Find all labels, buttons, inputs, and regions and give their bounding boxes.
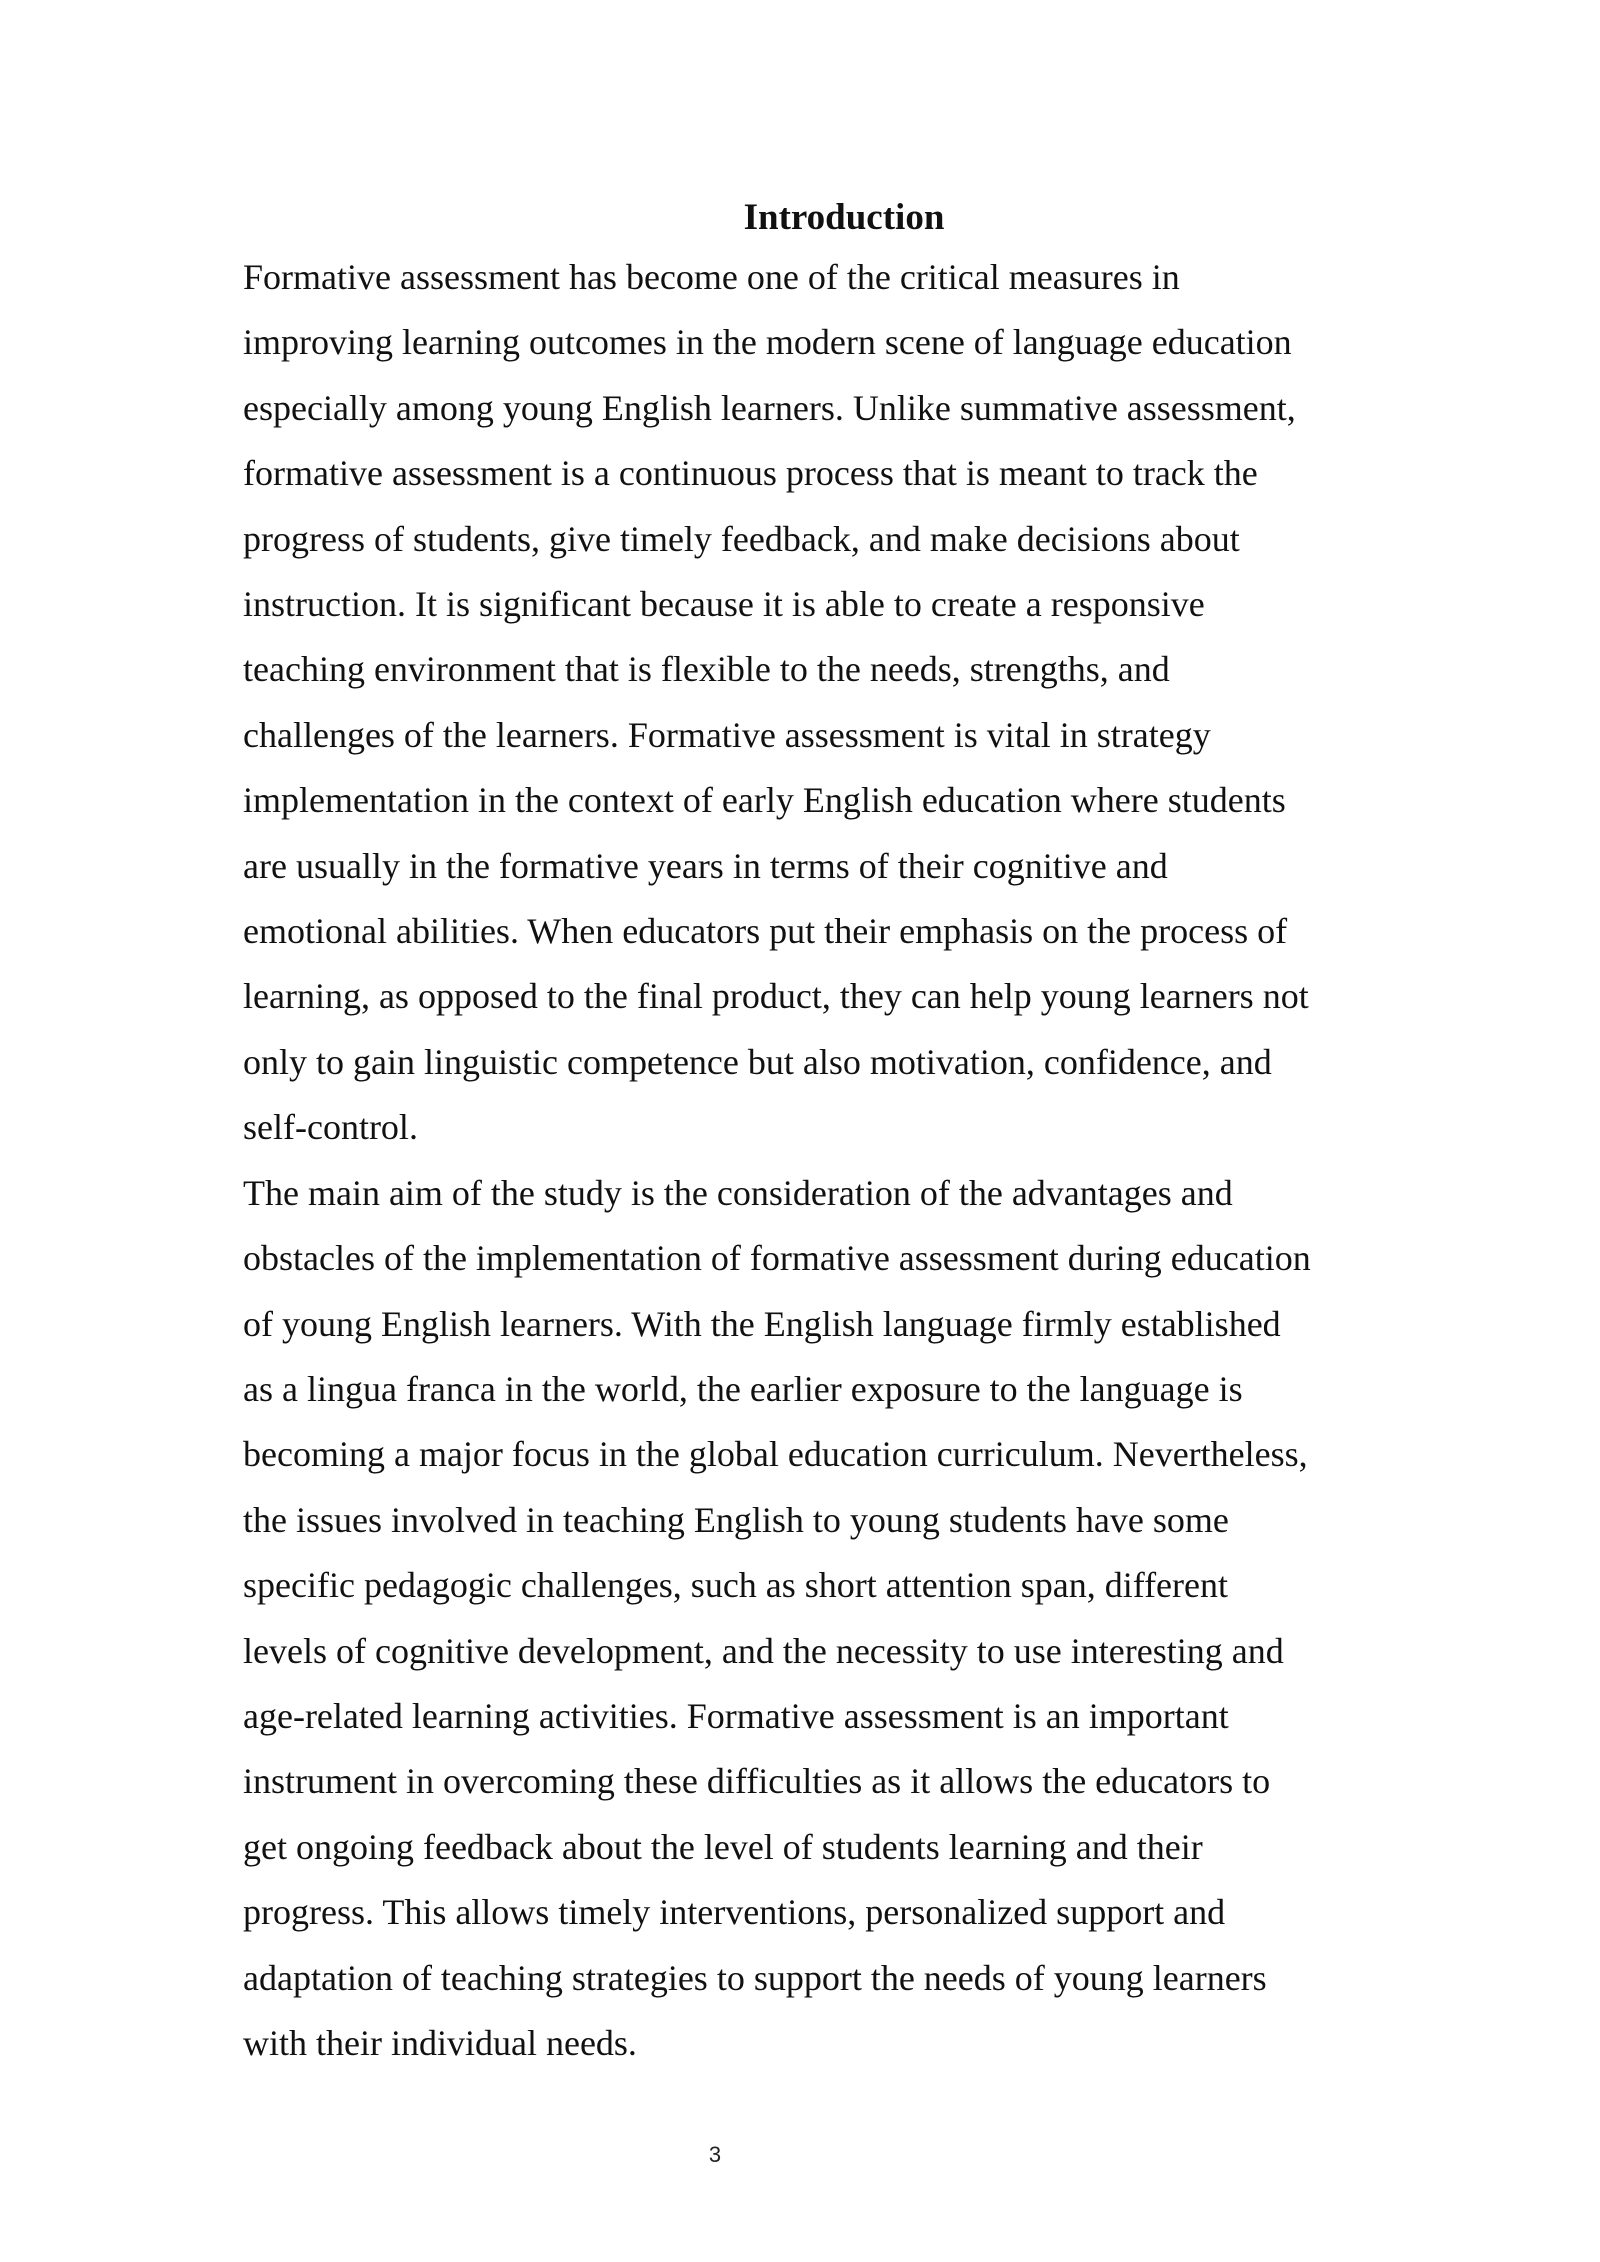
text-line: adaptation of teaching strategies to support the needs of young learners xyxy=(243,1957,1267,1998)
text-line: challenges of the learners. Formative assessment is vital in strategy xyxy=(243,714,1211,755)
text-line: specific pedagogic challenges, such as short attention span, different xyxy=(243,1565,1229,1606)
text-line: The main aim of the study is the consideration of the advantages and xyxy=(243,1172,1233,1213)
section-title: Introduction xyxy=(743,197,945,238)
text-line: especially among young English learners. Unlike summative assessment, xyxy=(243,387,1296,428)
body-text xyxy=(243,245,1365,2076)
text-line: improving learning outcomes in the modern scene of language education xyxy=(243,322,1292,363)
page-content xyxy=(243,190,1365,2076)
text-line: are usually in the formative years in terms of their cognitive and xyxy=(243,845,1168,886)
text-line: instruction. It is significant because it is able to create a responsive xyxy=(243,584,1205,625)
text-line: teaching environment that is flexible to the needs, strengths, and xyxy=(243,649,1170,690)
text-line: get ongoing feedback about the level of students learning and their xyxy=(243,1826,1203,1867)
text-line: obstacles of the implementation of formative assessment during education xyxy=(243,1238,1311,1279)
text-line: the issues involved in teaching English to young students have some xyxy=(243,1499,1229,1540)
text-line: only to gain linguistic competence but also motivation, confidence, and xyxy=(243,1041,1272,1082)
page-number: 3 xyxy=(708,2142,722,2167)
text-line: levels of cognitive development, and the necessity to use interesting and xyxy=(243,1630,1284,1671)
text-line: formative assessment is a continuous process that is meant to track the xyxy=(243,453,1258,494)
text-line: with their individual needs. xyxy=(243,2022,637,2063)
text-line: of young English learners. With the English language firmly established xyxy=(243,1303,1281,1344)
text-line: Formative assessment has become one of the critical measures in xyxy=(243,257,1180,297)
text-line: instrument in overcoming these difficulties as it allows the educators to xyxy=(243,1761,1271,1802)
text-line: learning, as opposed to the final product, they can help young learners not xyxy=(243,976,1309,1017)
text-line: progress. This allows timely interventions, personalized support and xyxy=(243,1892,1226,1933)
text-line: progress of students, give timely feedback, and make decisions about xyxy=(243,518,1240,559)
text-line: implementation in the context of early English education where students xyxy=(243,780,1286,821)
text-line: self-control. xyxy=(243,1107,418,1148)
text-line: as a lingua franca in the world, the earlier exposure to the language is xyxy=(243,1368,1243,1409)
text-line: emotional abilities. When educators put their emphasis on the process of xyxy=(243,911,1288,952)
text-line: age-related learning activities. Formative assessment is an important xyxy=(243,1695,1229,1736)
text-line: becoming a major focus in the global education curriculum. Nevertheless, xyxy=(243,1434,1308,1475)
